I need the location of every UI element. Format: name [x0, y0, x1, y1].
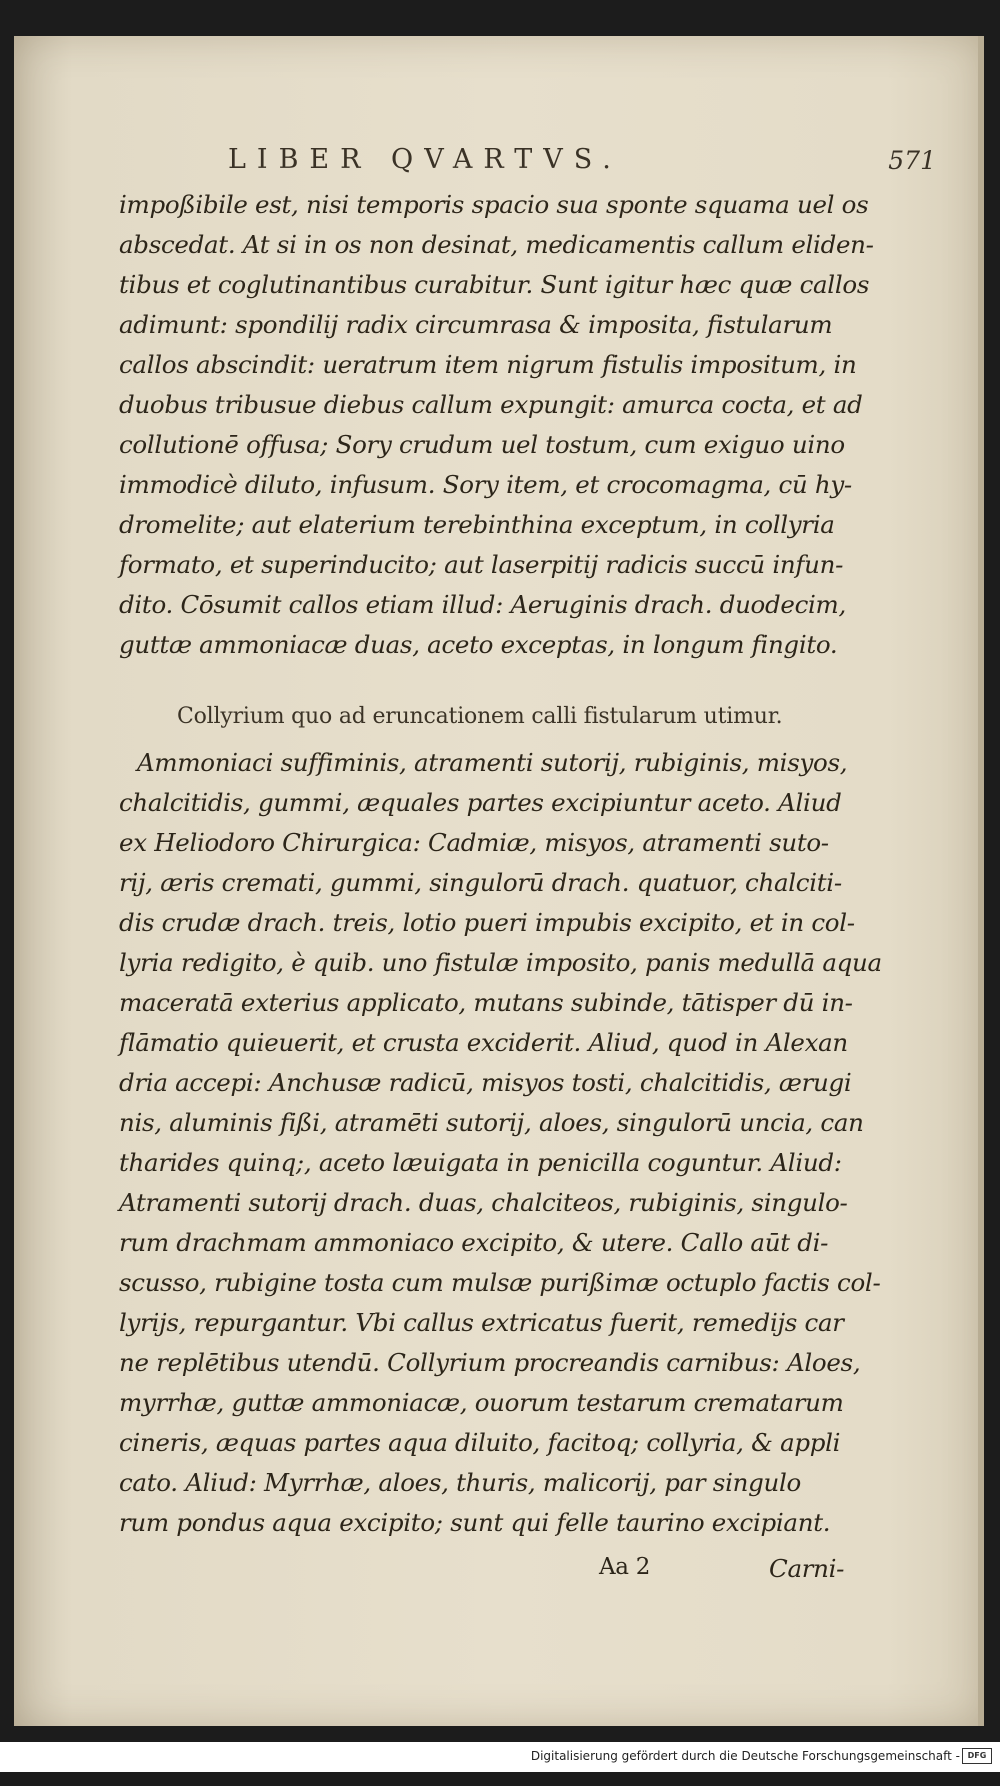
- text-line: tibus et coglutinantibus curabitur. Sunt igitur hæc quæ callos: [119, 270, 870, 299]
- text-line: myrrhæ, guttæ ammoniacæ, ouorum testarum crematarum: [119, 1388, 844, 1417]
- folio-number: 571: [888, 146, 936, 175]
- text-line: flāmatio quieuerit, et crusta exciderit. Aliud, quod in Alexan: [119, 1028, 848, 1057]
- text-line: maceratā exterius applicato, mutans subinde, tātisper dū in-: [119, 988, 853, 1017]
- section-heading: Collyrium quo ad eruncationem calli fistularum utimur.: [177, 704, 783, 729]
- page-edge: [978, 36, 984, 1726]
- text-line: collutionē offusa; Sory crudum uel tostum, cum exiguo uino: [119, 430, 845, 459]
- dfg-logo-icon: DFG: [962, 1748, 992, 1764]
- text-line: rum pondus aqua excipito; sunt qui felle taurino excipiant.: [119, 1508, 831, 1537]
- text-line: nis, aluminis fißi, atramēti sutorij, aloes, singulorū uncia, can: [119, 1108, 864, 1137]
- text-line: tharides quinq;, aceto læuigata in penicilla coguntur. Aliud:: [119, 1148, 842, 1177]
- digitization-footer: [0, 1742, 1000, 1772]
- text-line: rij, æris cremati, gummi, singulorū drach. quatuor, chalciti-: [119, 868, 842, 897]
- text-line: cineris, æquas partes aqua diluito, facitoq; collyria, & appli: [119, 1428, 841, 1457]
- text-line: guttæ ammoniacæ duas, aceto exceptas, in longum fingito.: [119, 630, 838, 659]
- funding-credit: Digitalisierung gefördert durch die Deutsche Forschungsgemeinschaft -: [530, 1749, 960, 1763]
- text-line: Atramenti sutorij drach. duas, chalciteos, rubiginis, singulo-: [119, 1188, 848, 1217]
- text-line: chalcitidis, gummi, æquales partes excipiuntur aceto. Aliud: [119, 788, 842, 817]
- signature-mark: Aa 2: [599, 1554, 651, 1580]
- text-line: immodicè diluto, infusum. Sory item, et crocomagma, cū hy-: [119, 470, 852, 499]
- text-line: dito. Cōsumit callos etiam illud: Aeruginis drach. duodecim,: [119, 590, 846, 619]
- running-head: [14, 144, 984, 184]
- text-line: formato, et superinducito; aut laserpitij radicis succū infun-: [119, 550, 844, 579]
- text-line: lyrijs, repurgantur. Vbi callus extricatus fuerit, remedijs car: [119, 1308, 844, 1337]
- text-line: adimunt: spondilij radix circumrasa & imposita, fistularum: [119, 310, 833, 339]
- catchword: Carni-: [769, 1554, 845, 1583]
- text-line: lyria redigito, è quib. uno fistulæ imposito, panis medullā aqua: [119, 948, 882, 977]
- text-line: rum drachmam ammoniaco excipito, & utere. Callo aūt di-: [119, 1228, 829, 1257]
- text-line: ne replētibus utendū. Collyrium procreandis carnibus: Aloes,: [119, 1348, 861, 1377]
- text-line: dis crudæ drach. treis, lotio pueri impubis excipito, et in col-: [119, 908, 855, 937]
- text-line: duobus tribusue diebus callum expungit: amurca cocta, et ad: [119, 390, 863, 419]
- text-line: ex Heliodoro Chirurgica: Cadmiæ, misyos, atramenti suto-: [119, 828, 829, 857]
- text-line: callos abscindit: ueratrum item nigrum fistulis impositum, in: [119, 350, 857, 379]
- text-line: dromelite; aut elaterium terebinthina exceptum, in collyria: [119, 510, 835, 539]
- text-line: cato. Aliud: Myrrhæ, aloes, thuris, malicorij, par singulo: [119, 1468, 801, 1497]
- text-line: impoßibile est, nisi temporis spacio sua sponte squama uel os: [119, 190, 869, 219]
- text-line: dria accepi: Anchusæ radicū, misyos tosti, chalcitidis, ærugi: [119, 1068, 852, 1097]
- text-line: Ammoniaci suffiminis, atramenti sutorij, rubiginis, misyos,: [137, 748, 848, 777]
- book-page: [14, 36, 984, 1726]
- text-line: abscedat. At si in os non desinat, medicamentis callum eliden-: [119, 230, 874, 259]
- running-title: LIBER QVARTVS.: [228, 144, 622, 175]
- text-line: scusso, rubigine tosta cum mulsæ purißimæ octuplo factis col-: [119, 1268, 881, 1297]
